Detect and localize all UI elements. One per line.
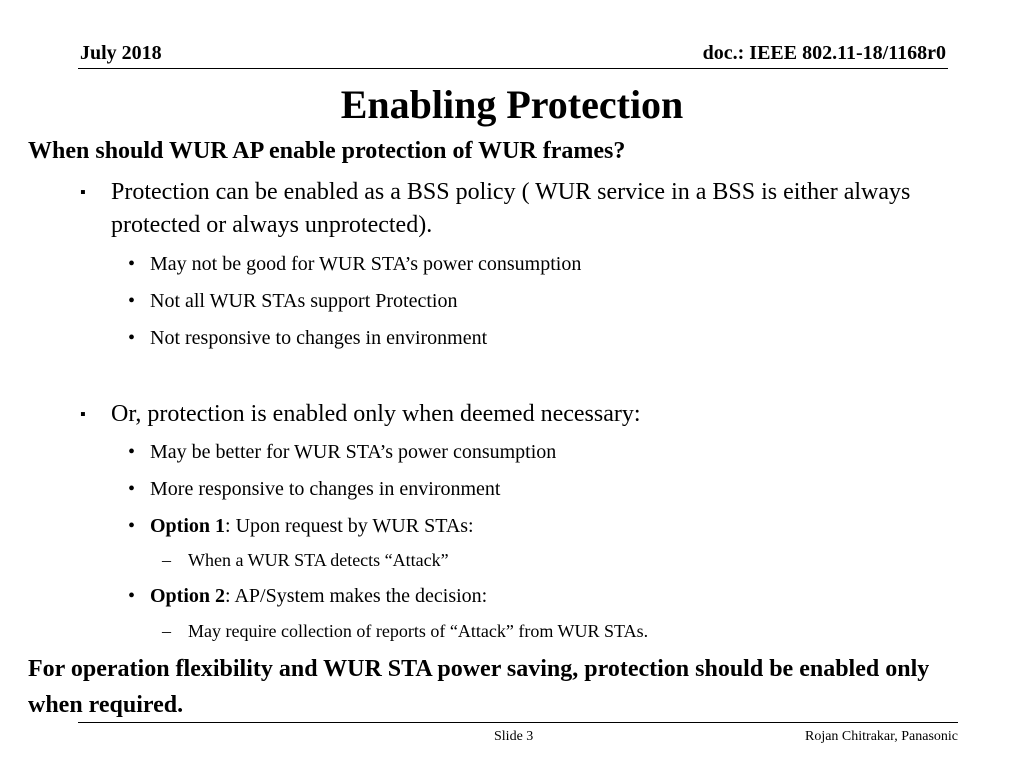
sub-bullet xyxy=(128,253,582,276)
dot-bullet-icon: • xyxy=(128,253,136,275)
sub-bullet-text: May be better for WUR STA’s power consumption xyxy=(150,441,557,463)
bullet-on-demand xyxy=(80,398,991,431)
bullet-bss-policy xyxy=(80,176,991,242)
sub-bullet xyxy=(128,327,488,350)
detail-text: When a WUR STA detects “Attack” xyxy=(188,550,449,570)
option-2-text: : AP/System makes the decision: xyxy=(225,585,488,607)
option-2-detail xyxy=(162,621,649,642)
option-2-label: Option 2 xyxy=(150,585,226,607)
sub-bullet xyxy=(128,441,557,464)
sub-bullet-text: Not all WUR STAs support Protection xyxy=(150,290,458,312)
option-2-bullet xyxy=(128,585,488,608)
sub-bullet-text: May not be good for WUR STA’s power consumption xyxy=(150,253,582,275)
bullet-text: Or, protection is enabled only when deemed necessary: xyxy=(111,401,641,427)
dash-bullet-icon: – xyxy=(162,550,171,570)
option-1-detail xyxy=(162,550,449,571)
slide-number: Slide 3 xyxy=(494,729,534,744)
header-rule xyxy=(78,68,948,69)
square-bullet-icon: ▪ xyxy=(80,184,86,201)
dot-bullet-icon: • xyxy=(128,441,136,463)
header-doc-id: doc.: IEEE 802.11-18/1168r0 xyxy=(702,42,946,64)
sub-bullet-text: Not responsive to changes in environment xyxy=(150,327,488,349)
square-bullet-icon: ▪ xyxy=(80,406,86,423)
option-1-text: : Upon request by WUR STAs: xyxy=(225,515,474,537)
sub-bullet xyxy=(128,478,501,501)
header-date: July 2018 xyxy=(80,42,162,64)
slide-title: Enabling Protection xyxy=(340,82,684,127)
option-1-label: Option 1 xyxy=(150,515,226,537)
detail-text: May require collection of reports of “Attack” from WUR STAs. xyxy=(188,621,649,641)
sub-bullet-text: More responsive to changes in environment xyxy=(150,478,501,500)
dot-bullet-icon: • xyxy=(128,290,136,312)
dash-bullet-icon: – xyxy=(162,621,171,641)
question-heading: When should WUR AP enable protection of WUR frames? xyxy=(28,138,626,164)
footer-rule xyxy=(78,722,958,723)
dot-bullet-icon: • xyxy=(128,585,136,607)
dot-bullet-icon: • xyxy=(128,478,136,500)
sub-bullet xyxy=(128,290,458,313)
dot-bullet-icon: • xyxy=(128,515,136,537)
conclusion-text: For operation flexibility and WUR STA power saving, protection should be enabled only when required. xyxy=(28,656,930,718)
bullet-text: Protection can be enabled as a BSS policy ( WUR service in a BSS is either always protected or always unprotected). xyxy=(111,179,911,238)
footer-author: Rojan Chitrakar, Panasonic xyxy=(804,729,958,744)
dot-bullet-icon: • xyxy=(128,327,136,349)
option-1-bullet xyxy=(128,515,474,538)
